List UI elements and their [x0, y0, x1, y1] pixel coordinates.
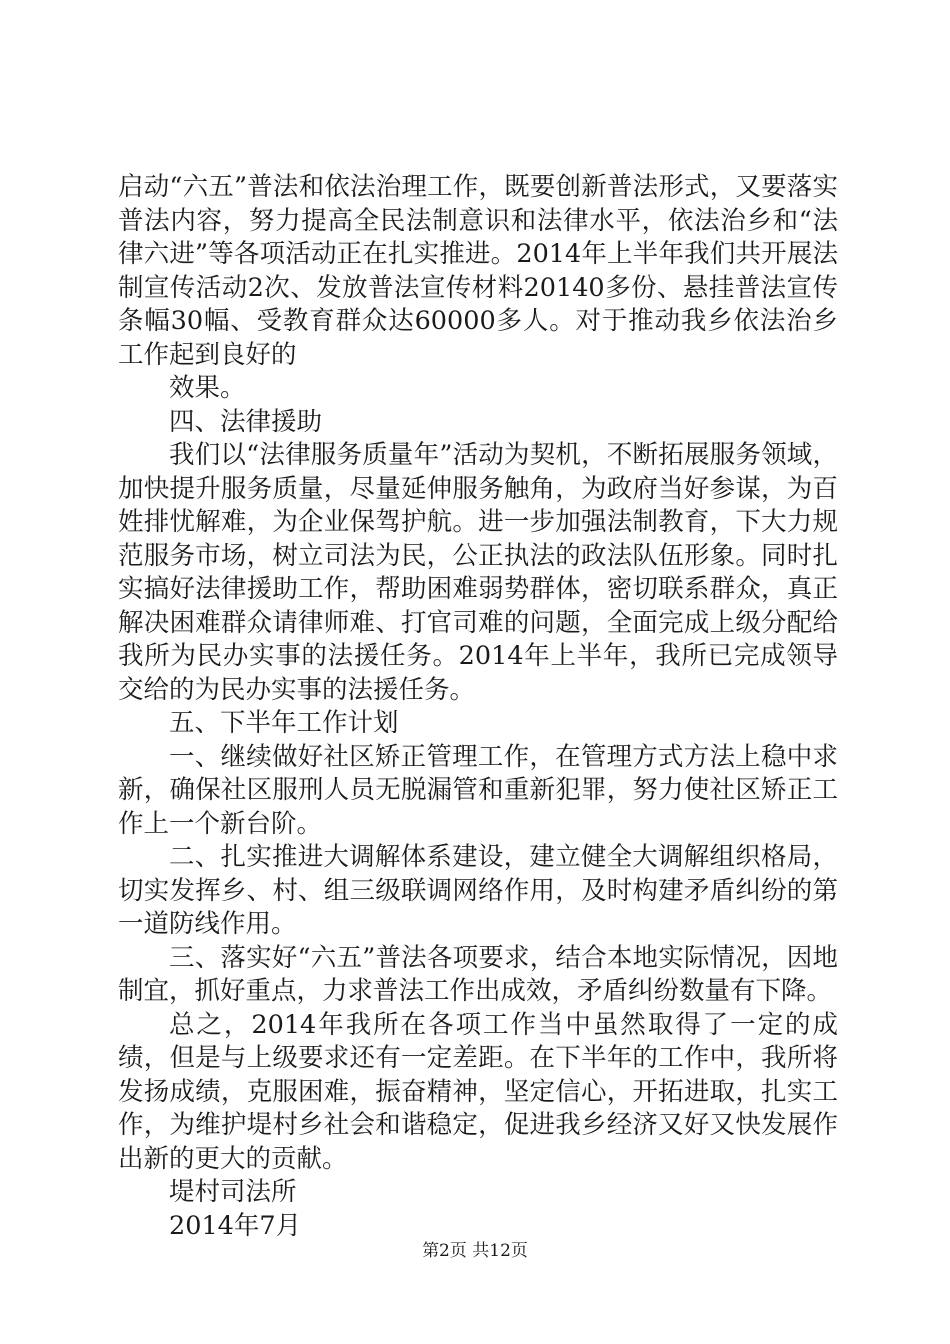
paragraph-effect: 效果。	[169, 373, 246, 403]
signature-date: 2014年7月	[169, 1210, 302, 1241]
section-heading-plan: 五、下半年工作计划	[169, 708, 399, 738]
page-footer: 第2页 共12页	[422, 1241, 528, 1261]
paragraph-legal-aid: 我们以“法律服务质量年”活动为契机，不断拓展服务领域，加快提升服务质量，尽量延伸服务触角，为政府当好参谋，为百姓排忧解难，为企业保驾护航。进一步加强法制教育，下大力规范服务市场，树立司法为民，公正执法的政法队伍形象。同时扎实搞好法律援助工作，帮助困难弱势群体，密切联系群众，真正解决困难群众请律师难、打官司难的问题，全面完成上级分配给我所为民办实事的法援任务。2014年上半年，我所已完成领导交给的为民办实事的法援任务。	[118, 440, 838, 705]
paragraph-summary: 总之，2014年我所在各项工作当中虽然取得了一定的成绩，但是与上级要求还有一定差距。在下半年的工作中，我所将发扬成绩，克服困难，振奋精神，坚定信心，开拓进取，扎实工作，为维护堤村乡社会和谐稳定，促进我乡经济又好又快发展作出新的更大的贡献。	[118, 1009, 838, 1174]
paragraph-plan-3: 三、落实好“六五”普法各项要求，结合本地实际情况，因地制宜，抓好重点，力求普法工作出成效，矛盾纠纷数量有下降。	[118, 942, 838, 1006]
signature-org: 堤村司法所	[169, 1177, 297, 1207]
document-body	[118, 171, 838, 1243]
paragraph-plan-2: 二、扎实推进大调解体系建设，建立健全大调解组织格局，切实发挥乡、村、组三级联调网络作用，及时构建矛盾纠纷的第一道防线作用。	[118, 842, 838, 939]
paragraph-intro: 启动“六五”普法和依法治理工作，既要创新普法形式，又要落实普法内容，努力提高全民法制意识和法律水平，依法治乡和“法律六进”等各项活动正在扎实推进。2014年上半年我们共开展法制宣传活动2次、发放普法宣传材料20140多份、悬挂普法宣传条幅30幅、受教育群众达60000多人。对于推动我乡依法治乡工作起到良好的	[118, 172, 838, 370]
section-heading-legal-aid: 四、法律援助	[169, 406, 323, 437]
paragraph-plan-1: 一、继续做好社区矫正管理工作，在管理方式方法上稳中求新，确保社区服刑人员无脱漏管和重新犯罪，努力使社区矫正工作上一个新台阶。	[118, 741, 838, 839]
